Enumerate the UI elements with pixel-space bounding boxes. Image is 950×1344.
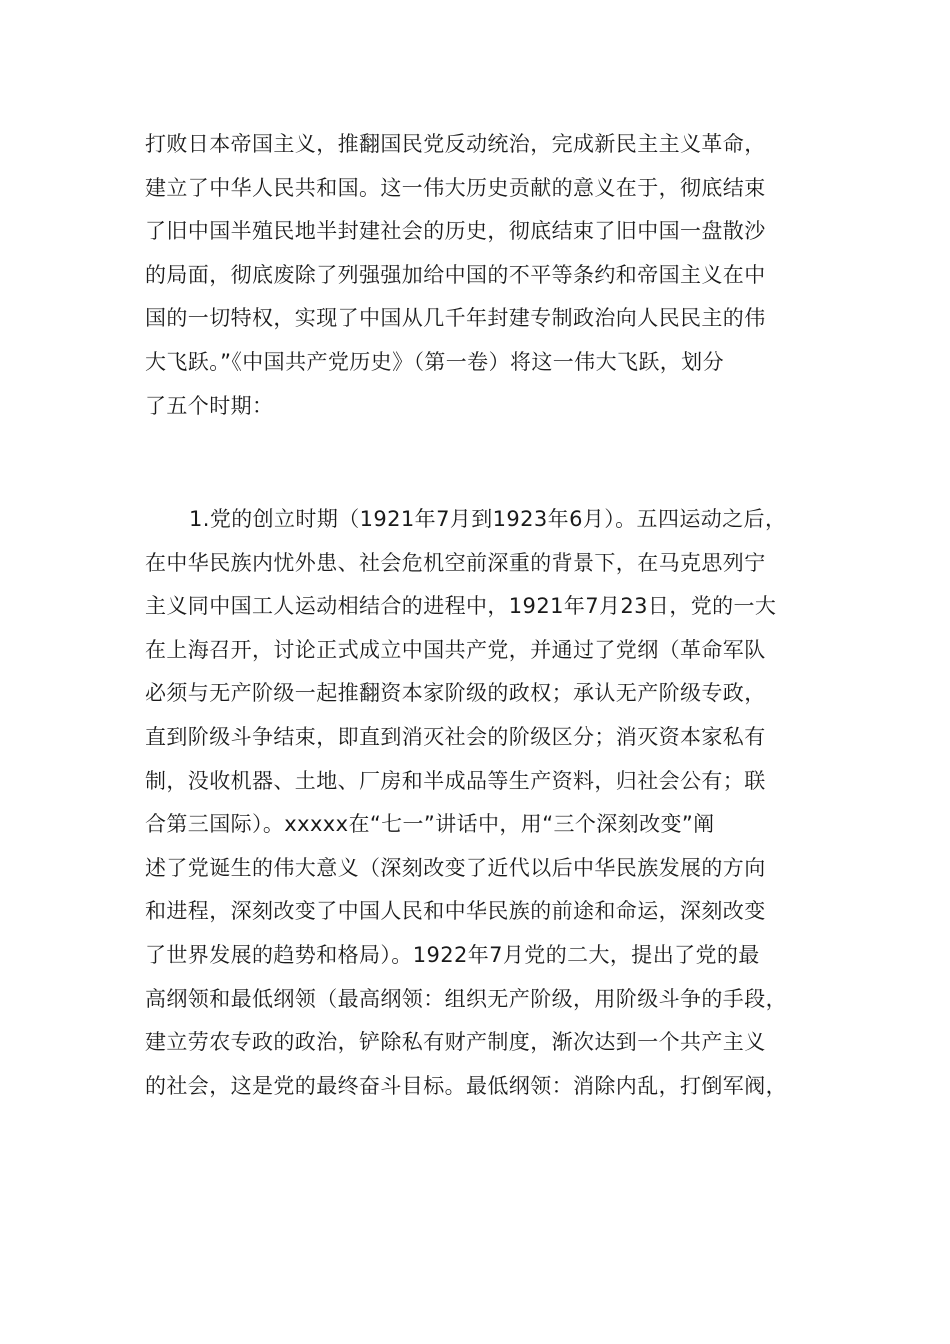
text-line: 了旧中国半殖民地半封建社会的历史，彻底结束了旧中国一盘散沙: [145, 219, 766, 244]
text-line: 主义同中国工人运动相结合的进程中，1921年7月23日，党的一大: [145, 594, 777, 619]
text-line: 述了党诞生的伟大意义（深刻改变了近代以后中华民族发展的方向: [145, 855, 766, 880]
text-line: 在中华民族内忧外患、社会危机空前深重的背景下，在马克思列宁: [145, 550, 766, 575]
text-line: 了世界发展的趋势和格局）。1922年7月党的二大，提出了党的最: [145, 942, 760, 967]
text-line: 在上海召开，讨论正式成立中国共产党，并通过了党纲（革命军队: [145, 637, 766, 662]
text-line: 高纲领和最低纲领（最高纲领：组织无产阶级，用阶级斗争的手段，: [145, 986, 787, 1011]
text-line: 必须与无产阶级一起推翻资本家阶级的政权；承认无产阶级专政，: [145, 681, 766, 706]
text-line: 的社会，这是党的最终奋斗目标。最低纲领：消除内乱，打倒军阀，: [145, 1073, 787, 1098]
text-line: 制，没收机器、土地、厂房和半成品等生产资料，归社会公有；联: [145, 768, 766, 793]
paragraph-history-contribution: [145, 123, 805, 428]
text-line: 的局面，彻底废除了列强强加给中国的不平等条约和帝国主义在中: [145, 262, 766, 287]
text-line: 打败日本帝国主义，推翻国民党反动统治，完成新民主主义革命，: [145, 132, 766, 156]
text-line-first: 1.党的创立时期（1921年7月到1923年6月）。五四运动之后，: [189, 507, 787, 531]
text-line: 国的一切特权，实现了中国从几千年封建专制政治向人民民主的伟: [145, 306, 766, 331]
text-line: 建立劳农专政的政治，铲除私有财产制度，渐次达到一个共产主义: [145, 1030, 766, 1055]
text-line: 和进程，深刻改变了中国人民和中华民族的前途和命运，深刻改变: [145, 899, 766, 924]
paragraph-founding-period: [145, 498, 805, 1108]
text-line: 了五个时期：: [145, 393, 274, 418]
text-line: 合第三国际）。xxxxx在“七一”讲话中，用“三个深刻改变”阐: [145, 812, 715, 837]
text-line: 直到阶级斗争结束，即直到消灭社会的阶级区分；消灭资本家私有: [145, 724, 766, 749]
text-line: 大飞跃。”《中国共产党历史》（第一卷）将这一伟大飞跃，划分: [145, 349, 724, 374]
text-line: 建立了中华人民共和国。这一伟大历史贡献的意义在于，彻底结束: [145, 175, 766, 200]
